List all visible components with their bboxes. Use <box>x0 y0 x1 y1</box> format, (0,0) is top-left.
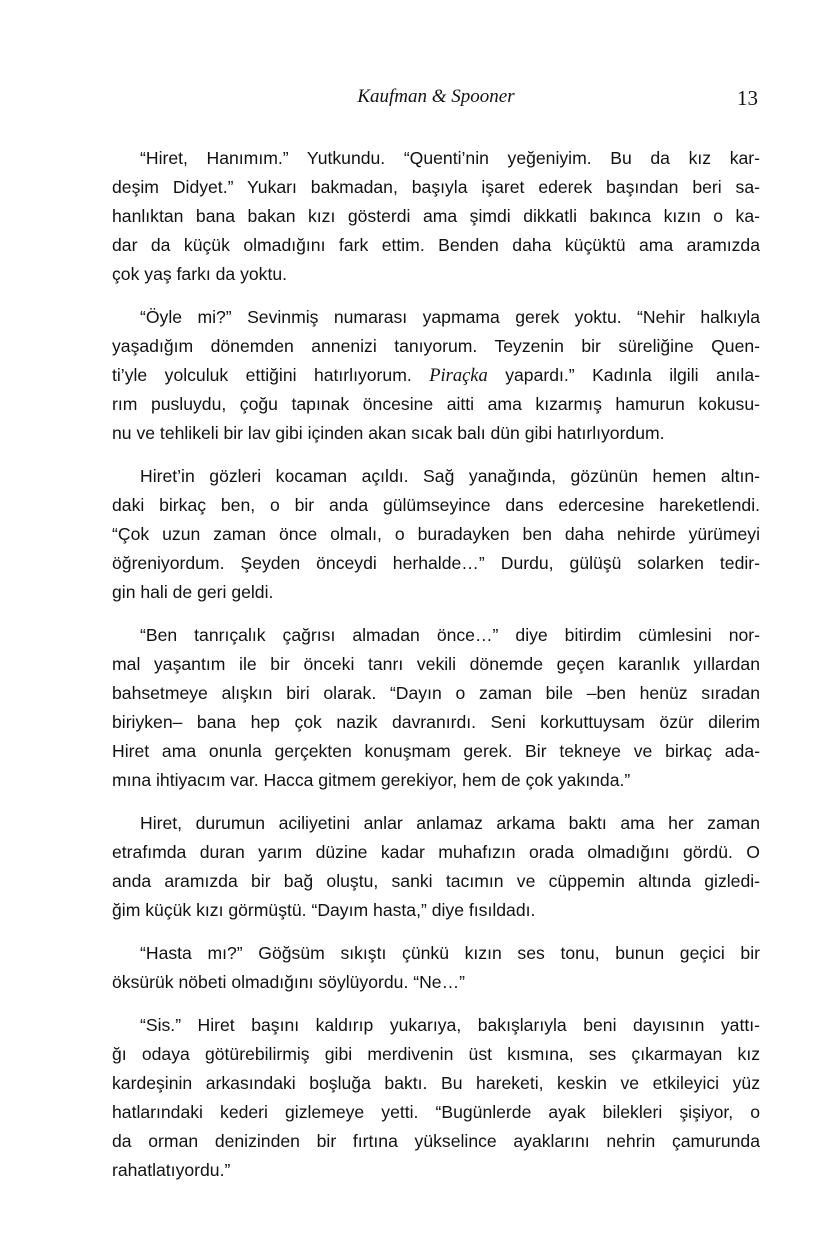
paragraph <box>112 621 760 795</box>
paragraph <box>112 809 760 925</box>
paragraph <box>112 1011 760 1185</box>
paragraph <box>112 939 760 997</box>
page-number: 13 <box>737 86 758 110</box>
running-title: Kaufman & Spooner <box>357 86 515 107</box>
paragraph <box>112 144 760 289</box>
italic-term: Piraçka <box>429 366 488 386</box>
text-line: nu ve tehlikeli bir lav gibi içinden akan sıcak balı dün gibi hatırlıyordum. <box>112 423 665 443</box>
text-line: biriyken– bana hep çok nazik davranırdı. Seni korkuttuysam özür dilerim <box>112 712 760 732</box>
text-line: hanlıktan bana bakan kızı gösterdi ama şimdi dikkatli bakınca kızın o ka- <box>112 206 760 226</box>
text-line: rahatlatıyordu.” <box>112 1160 231 1180</box>
text-line: “Sis.” Hiret başını kaldırıp yukarıya, bakışlarıyla beni dayısının yattı- <box>140 1015 760 1035</box>
running-header <box>112 86 760 116</box>
text-line: Hiret ama onunla gerçekten konuşmam gerek. Bir tekneye ve birkaç ada- <box>112 741 760 761</box>
text-line <box>112 361 760 390</box>
text-line: daki birkaç ben, o bir anda gülümseyince dans edercesine hareketlendi. <box>112 495 760 515</box>
text-line: ğim küçük kızı görmüştü. “Dayım hasta,” diye fısıldadı. <box>112 900 536 920</box>
text-line: deşim Didyet.” Yukarı bakmadan, başıyla işaret ederek başından beri sa- <box>112 177 760 197</box>
paragraph <box>112 462 760 607</box>
text-line: anda aramızda bir bağ oluştu, sanki tacımın ve cüppemin altında gizledi- <box>112 871 760 891</box>
text-line: “Çok uzun zaman önce olmalı, o buradayken ben daha nehirde yürümeyi <box>112 524 760 544</box>
text-line: “Hiret, Hanımım.” Yutkundu. “Quenti’nin yeğeniyim. Bu da kız kar- <box>140 148 760 168</box>
text-line: etrafımda duran yarım düzine kadar muhafızın orada olmadığını gördü. O <box>112 842 760 862</box>
text-line: mına ihtiyacım var. Hacca gitmem gerekiyor, hem de çok yakında.” <box>112 770 631 790</box>
text-line: mal yaşantım ile bir önceki tanrı vekili dönemde geçen karanlık yıllardan <box>112 654 760 674</box>
text-line: Hiret’in gözleri kocaman açıldı. Sağ yanağında, gözünün hemen altın- <box>140 466 760 486</box>
text-line: “Hasta mı?” Göğsüm sıkıştı çünkü kızın ses tonu, bunun geçici bir <box>140 943 760 963</box>
body-text <box>112 144 760 1199</box>
text-segment: yapardı.” Kadınla ilgili anıla- <box>487 365 760 385</box>
text-line: ğı odaya götürebilirmiş gibi merdivenin üst kısmına, ses çıkarmayan kız <box>112 1044 760 1064</box>
text-line: “Öyle mi?” Sevinmiş numarası yapmama gerek yoktu. “Nehir halkıyla <box>140 307 760 327</box>
text-line: Hiret, durumun aciliyetini anlar anlamaz arkama baktı ama her zaman <box>140 813 760 833</box>
text-line: çok yaş farkı da yoktu. <box>112 264 288 284</box>
text-line: öksürük nöbeti olmadığını söylüyordu. “Ne…” <box>112 972 466 992</box>
text-line: “Ben tanrıçalık çağrısı almadan önce…” diye bitirdim cümlesini nor- <box>140 625 760 645</box>
text-line: yaşadığım dönemden annenizi tanıyorum. Teyzenin bir süreliğine Quen- <box>112 336 760 356</box>
text-segment: ti’yle yolculuk ettiğini hatırlıyorum. <box>112 365 430 385</box>
text-line: gin hali de geri geldi. <box>112 582 274 602</box>
text-line: dar da küçük olmadığını fark ettim. Benden daha küçüktü ama aramızda <box>112 235 760 255</box>
paragraph <box>112 303 760 448</box>
text-line: öğreniyordum. Şeyden önceydi herhalde…” Durdu, gülüşü solarken tedir- <box>112 553 760 573</box>
text-line: hatlarındaki kederi gizlemeye yetti. “Bugünlerde ayak bilekleri şişiyor, o <box>112 1102 760 1122</box>
text-line: bahsetmeye alışkın biri olarak. “Dayın o zaman bile –ben henüz sıradan <box>112 683 760 703</box>
text-line: kardeşinin arkasındaki boşluğa baktı. Bu hareketi, keskin ve etkileyici yüz <box>112 1073 760 1093</box>
text-line: rım pusluydu, çoğu tapınak öncesine aitti ama kızarmış hamurun kokusu- <box>112 394 760 414</box>
text-line: da orman denizinden bir fırtına yükselince ayaklarını nehrin çamurunda <box>112 1131 760 1151</box>
